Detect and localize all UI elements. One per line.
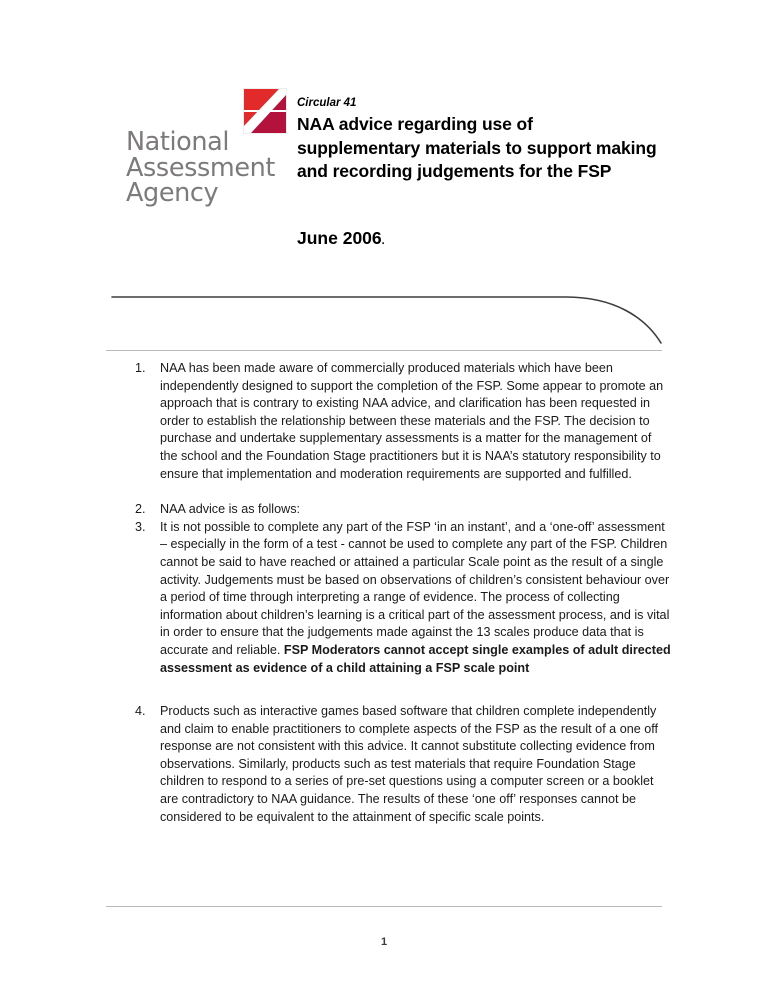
masthead-swoosh-divider	[0, 282, 768, 360]
list-item	[126, 501, 672, 519]
clause-number: 4.	[135, 704, 146, 719]
document-date-text: June 2006	[297, 228, 382, 248]
document-masthead	[0, 0, 768, 280]
clause-text	[160, 519, 672, 677]
list-item	[126, 703, 672, 826]
list-item	[126, 519, 672, 677]
brand-line-2: Assessment	[126, 152, 275, 183]
naa-brand-wordmark	[126, 127, 291, 208]
clause-text: NAA has been made aware of commercially produced materials which have been independently designed to support the completion of the FSP. Some appear to promote an approach that is contrary to existing NAA advice, and clarification has been requested in order to establish the relationship between these materials and the FSP. The decision to purchase and undertake supplementary assessments is a matter for the management of the school and the Foundation Stage practitioners but it is NAA’s statutory responsibility to ensure that implementation and moderation requirements are supported and fulfilled.	[160, 361, 664, 481]
clause-text-emphasis: FSP Moderators cannot accept single examples of adult directed assessment as evidence of a child attaining a FSP scale point	[160, 642, 671, 675]
document-date-period: .	[381, 235, 385, 247]
clause-number: 3.	[135, 519, 146, 534]
clause-number: 2.	[135, 502, 146, 517]
title-block	[297, 96, 657, 184]
footer-horizontal-rule	[106, 906, 662, 907]
brand-line-1: National	[126, 127, 230, 157]
clause-text: NAA advice is as follows:	[160, 502, 300, 517]
clause-spacer	[0, 483, 768, 501]
list-item	[126, 360, 672, 483]
clause-spacer	[0, 677, 768, 703]
document-body	[0, 360, 768, 826]
naa-logo-mark-icon	[243, 88, 287, 134]
clause-list	[0, 360, 768, 826]
clause-text-plain: It is not possible to complete any part of the FSP ‘in an instant’, and a ‘one-off’ assessment – especially in the form of a test - cannot be used to complete any part of the FSP. Children cannot be said to have reached or attained a particular Scale point as the result of a single activity. Judgements must be based on observations of children’s consistent behaviour over a period of time through interpreting a range of evidence. The process of collecting information about children’s learning is a critical part of the assessment process, and is vital in order to ensure that the judgements made against the 13 scales produce data that is accurate and reliable.	[160, 519, 670, 657]
page-title: NAA advice regarding use of supplementary materials to support making and recording judgements for the FSP	[297, 114, 657, 181]
header-horizontal-rule	[106, 350, 662, 351]
naa-brand-logo	[126, 86, 291, 207]
circular-number-label: Circular 41	[297, 97, 357, 109]
brand-line-3: Agency	[126, 178, 219, 208]
document-date	[297, 228, 385, 249]
clause-text: Products such as interactive games based software that children complete independently and claim to enable practitioners to complete aspects of the FSP as the result of a one off response are not consistent with this advice. It cannot substitute collecting evidence from observations. Similarly, products such as test materials that require Foundation Stage children to respond to a series of pre-set questions using a computer screen or a booklet are contradictory to NAA guidance. The results of these ‘one off’ responses cannot be considered to be equivalent to the attainment of specific scale points.	[160, 704, 658, 824]
page-number: 1	[380, 936, 388, 948]
clause-number: 1.	[135, 361, 146, 375]
